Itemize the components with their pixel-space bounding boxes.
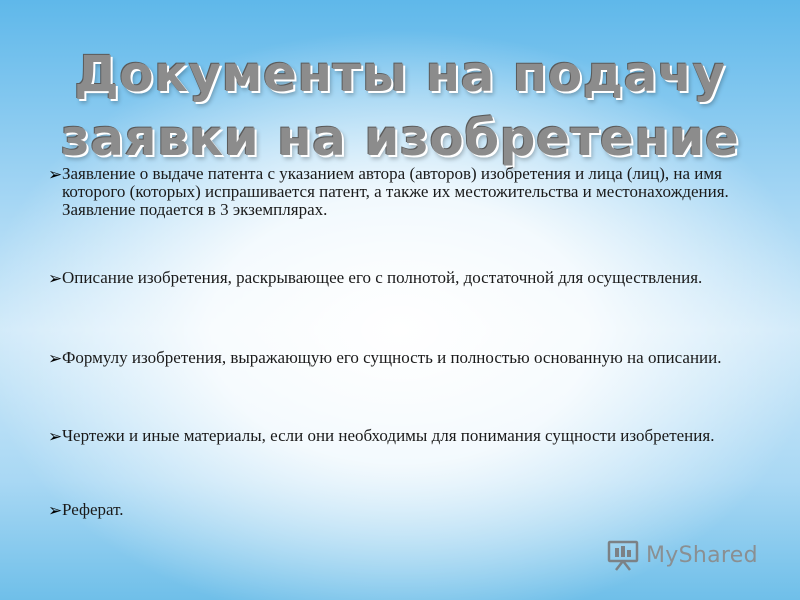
bullet-text: Чертежи и иные материалы, если они необходимы для понимания сущности изобретения. (62, 426, 715, 445)
bullet-text: Заявление о выдаче патента с указанием автора (авторов) изобретения и лица (лиц), на имя которого (которых) испрашивается патент, а также их местожительства и местонахождения. Заявление подается в 3 экземплярах. (62, 164, 729, 219)
bullet-text: Формулу изобретения, выражающую его сущность и полностью основанную на описании. (62, 348, 722, 367)
bullet-item (48, 501, 778, 519)
arrow-bullet-icon: ➢ (48, 349, 63, 369)
arrow-bullet-icon: ➢ (48, 269, 63, 289)
arrow-bullet-icon: ➢ (48, 501, 63, 521)
slide-title-line-1: Документы на подачу (74, 44, 726, 103)
bullet-item (48, 349, 778, 367)
arrow-bullet-icon: ➢ (48, 427, 63, 447)
presentation-board-icon (606, 538, 640, 572)
bullet-text: Описание изобретения, раскрывающее его с полнотой, достаточной для осуществления. (62, 268, 703, 287)
watermark-text: MyShared (646, 542, 758, 568)
bullet-item (48, 165, 778, 219)
bullet-item (48, 427, 778, 445)
slide-title (0, 42, 800, 170)
bullet-item (48, 269, 778, 287)
bullet-text: Реферат. (62, 500, 124, 519)
slide-title-line-2: заявки на изобретение (60, 108, 740, 167)
arrow-bullet-icon: ➢ (48, 165, 63, 185)
watermark-logo (606, 537, 758, 573)
